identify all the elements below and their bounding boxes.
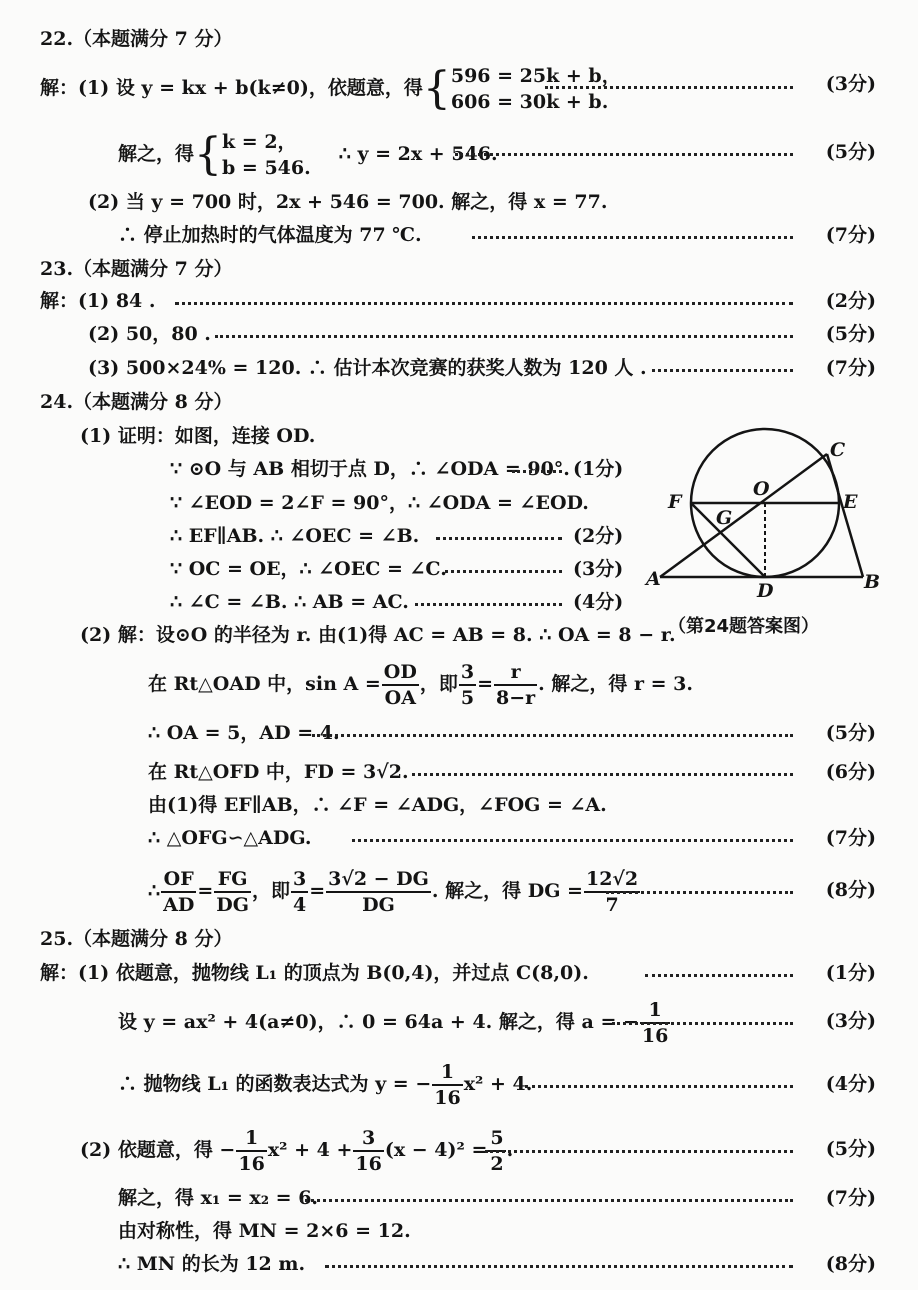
q22-line-3: (2) 当 y = 700 时，2x + 546 = 700. 解之，得 x = 77. [88,191,608,213]
q24-step-points-2: (2分) [573,525,624,547]
frac-3-5: $\frac{3}{5}$ [460,661,475,709]
frac-r: $\frac{r}{8-r}$ [496,661,536,709]
q24-fd-line: 在 Rt△OFD 中，FD = 3√2. [148,761,409,783]
q24-step-1: ∵ ⊙O 与 AB 相切于点 D，∴ ∠ODA = 90°. [170,458,570,480]
dot-leader [436,537,562,540]
q25-points-2: (3分) [825,1010,876,1032]
q23-points-2: (5分) [825,323,876,345]
q24-points-8: (8分) [825,879,876,901]
dot-leader [485,1150,793,1153]
q22-points-1: (3分) [825,73,876,95]
q22-system-2: k = 2， b = 546. [222,131,311,179]
q23-line-1: 解：(1) 84 . [40,290,156,312]
brace-icon: { [422,63,451,114]
q24-oa-line: ∴ OA = 5，AD = 4. [148,722,340,744]
q25-line-5: 解之，得 x₁ = x₂ = 6. [118,1187,319,1209]
q23-line-3: (3) 500×24% = 120. ∴ 估计本次竞赛的获奖人数为 120 人 . [88,357,647,379]
dot-leader [300,1199,793,1202]
dot-leader [606,891,793,894]
dot-leader [312,734,793,737]
q25-line-3: ∴ 抛物线 L₁ 的函数表达式为 y = − $\frac{1}{16}$ x² + 4. [118,1061,533,1109]
q25-points-3: (4分) [825,1073,876,1095]
frac-5-2: $\frac{5}{2}$ [490,1127,504,1175]
dot-leader [175,302,793,305]
q22-line-1 [40,62,621,115]
q25-line-6: 由对称性，得 MN = 2×6 = 12. [118,1220,411,1242]
frac-of-ad: $\frac{OF}{AD}$ [163,868,195,916]
frac-dg-answer: $\frac{12√2}{7}$ [585,868,639,916]
frac-3-4: $\frac{3}{4}$ [292,868,307,916]
fig-label-f: F [668,491,682,513]
frac-dg-expr: $\frac{3√2 - DG}{DG}$ [328,868,429,916]
fig-label-a: A [646,568,661,590]
q22-header: 22.（本题满分 7 分） [40,28,233,50]
dot-leader [215,335,793,338]
dot-leader [412,773,793,776]
q24-points-5: (5分) [825,722,876,744]
dot-leader [545,86,793,89]
frac-1-16: $\frac{1}{16}$ [434,1061,461,1109]
fig-label-d: D [757,580,774,600]
q23-line-2: (2) 50，80 . [88,323,211,345]
q24-points-7: (7分) [825,827,876,849]
q24-part2-intro: (2) 解：设⊙O 的半径为 r. 由(1)得 AC = AB = 8. ∴ OA = 8 − r. [80,624,676,646]
dot-leader [645,974,793,977]
dot-leader [325,1265,793,1268]
q24-similar-line: ∴ △OFG∽△ADG. [148,827,312,849]
frac-1-16: $\frac{1}{16}$ [641,999,669,1047]
dot-leader [445,570,562,573]
q24-step-points-3: (3分) [573,558,624,580]
dot-leader [652,369,793,372]
q25-points-4: (5分) [825,1138,876,1160]
fig-label-g: G [716,507,733,529]
q25-line-7: ∴ MN 的长为 12 m. [118,1253,306,1275]
q24-part1-intro: (1) 证明：如图，连接 OD. [80,425,316,447]
q23-points-3: (7分) [825,357,876,379]
dot-leader [455,153,793,156]
frac-3-16: $\frac{3}{16}$ [355,1127,382,1175]
q25-points-1: (1分) [825,962,876,984]
q25-header: 25.（本题满分 8 分） [40,928,233,950]
dot-leader [415,603,562,606]
dot-leader [512,470,562,473]
dot-leader [472,236,793,239]
q22-points-2: (5分) [825,141,876,163]
q24-points-6: (6分) [825,761,876,783]
q24-ratio-line: ∴ $\frac{OF}{AD}$ = $\frac{FG}{DG}$ ，即 $\frac{3}{4}$ = $\frac{3√2 - DG}{DG}$ . 解之，得 DG = $\frac{12√2}{7}$ [148,868,639,916]
q24-figure [640,420,890,600]
q23-header: 23.（本题满分 7 分） [40,258,233,280]
fig-label-c: C [830,439,846,461]
dot-leader [612,1022,793,1025]
frac-1-16: $\frac{1}{16}$ [238,1127,265,1175]
segment-cb [827,454,863,577]
q25-line-1: 解：(1) 依题意，抛物线 L₁ 的顶点为 B(0,4)，并过点 C(8,0). [40,962,589,984]
q25-points-5: (7分) [825,1187,876,1209]
dot-leader [525,1085,793,1088]
dot-leader [352,839,793,842]
q22-line-2: 解之，得{ k = 2， b = 546. ∴ y = 2x + 546. [118,129,498,180]
q22-system-1: 596 = 25k + b， 606 = 30k + b. [450,65,621,113]
q23-points-1: (2分) [825,290,876,312]
q22-l1-text: 解：(1) 设 y = kx + b(k≠0)，依题意，得 [40,77,423,99]
q24-step-points-4: (4分) [573,591,624,613]
q24-step-5: ∴ ∠C = ∠B. ∴ AB = AC. [170,591,409,613]
q22-points-3: (7分) [825,224,876,246]
q24-figure-caption: （第24题答案图） [668,616,820,637]
q25-line-4: (2) 依题意，得 − $\frac{1}{16}$ x² + 4 + $\frac{3}{16}$ (x − 4)² = $\frac{5}{2}$ . [80,1127,514,1175]
q24-step-points-1: (1分) [573,458,624,480]
segment-ac [660,454,827,577]
brace-icon: { [194,129,223,180]
frac-od-oa: $\frac{OD}{OA}$ [383,661,417,709]
fig-label-o: O [753,478,770,500]
q22-line-4: ∴ 停止加热时的气体温度为 77 ℃. [118,224,422,246]
q25-points-6: (8分) [825,1253,876,1275]
q24-step-2: ∵ ∠EOD = 2∠F = 90°，∴ ∠ODA = ∠EOD. [170,492,589,514]
q24-parallel-line: 由(1)得 EF∥AB，∴ ∠F = ∠ADG，∠FOG = ∠A. [148,794,607,816]
frac-fg-dg: $\frac{FG}{DG}$ [216,868,249,916]
q24-sin-line: 在 Rt△OAD 中，sin A = $\frac{OD}{OA}$ ，即 $\frac{3}{5}$ = $\frac{r}{8-r}$ . 解之，得 r = 3. [148,661,693,709]
q24-step-3: ∴ EF∥AB. ∴ ∠OEC = ∠B. [170,525,420,547]
q25-line-2: 设 y = ax² + 4(a≠0)，∴ 0 = 64a + 4. 解之，得 a = − $\frac{1}{16}$ [118,999,669,1047]
fig-label-e: E [843,491,858,513]
fig-label-b: B [864,571,881,593]
q24-header: 24.（本题满分 8 分） [40,391,233,413]
q24-step-4: ∵ OC = OE，∴ ∠OEC = ∠C. [170,558,447,580]
